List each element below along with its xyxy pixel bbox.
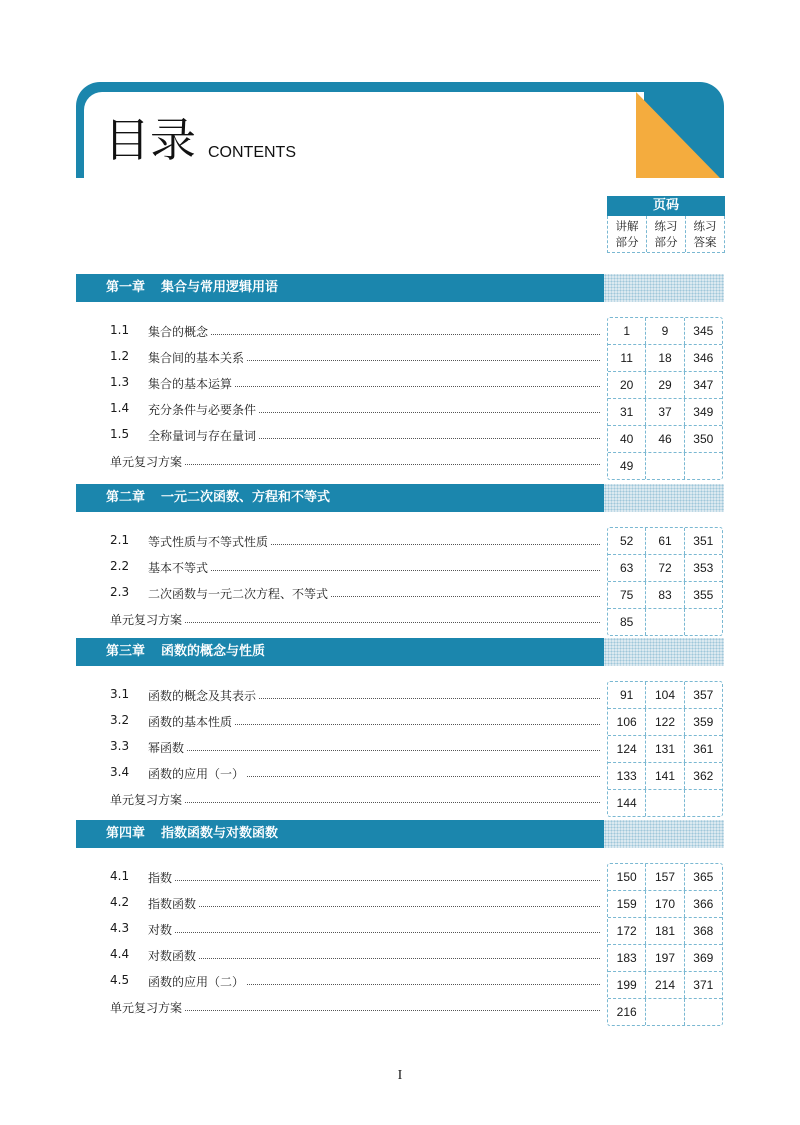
lecture-page: 85 <box>608 609 646 635</box>
exercise-page: 122 <box>646 709 684 735</box>
exercise-page: 141 <box>646 763 684 789</box>
page-number-row <box>608 555 722 582</box>
toc-entry[interactable] <box>110 967 606 993</box>
lecture-page: 1 <box>608 318 646 344</box>
lecture-page: 159 <box>608 891 646 917</box>
chapter-pattern <box>604 484 724 512</box>
section-title: 函数的应用（二） <box>148 975 245 989</box>
section-title: 充分条件与必要条件 <box>148 403 257 417</box>
page-number-grid <box>607 863 723 1026</box>
dot-leader <box>158 932 600 933</box>
lecture-page: 40 <box>608 426 646 452</box>
page-number-row <box>608 918 722 945</box>
chapter-number: 第四章 <box>106 826 146 841</box>
lecture-page: 49 <box>608 453 646 479</box>
legend-col-lecture: 讲解 部分 <box>608 216 647 252</box>
answer-page <box>685 453 722 479</box>
section-title: 单元复习方案 <box>110 1001 183 1015</box>
section-number: 1.2 <box>110 349 130 363</box>
chapter-header <box>76 484 724 512</box>
legend-title: 页码 <box>607 196 725 216</box>
answer-page: 351 <box>693 534 714 548</box>
section-title: 函数的概念及其表示 <box>148 689 257 703</box>
toc-entry[interactable] <box>110 447 606 473</box>
section-title: 指数函数 <box>148 897 197 911</box>
answer-page: 347 <box>693 378 714 392</box>
exercise-page <box>646 999 684 1025</box>
answer-page: 369 <box>693 951 714 965</box>
toc-entry[interactable] <box>110 579 606 605</box>
exercise-page: 29 <box>646 372 684 398</box>
section-title: 基本不等式 <box>148 561 209 575</box>
answer-page: 357 <box>693 688 714 702</box>
section-title: 二次函数与一元二次方程、不等式 <box>148 587 329 601</box>
answer-page: 365 <box>693 870 714 884</box>
exercise-page <box>646 790 684 816</box>
legend-col-exercise: 练习 部分 <box>647 216 686 252</box>
toc-entry[interactable] <box>110 527 606 553</box>
section-number: 3.4 <box>110 765 130 779</box>
toc-entry[interactable] <box>110 733 606 759</box>
page-number-row <box>608 864 722 891</box>
lecture-page: 172 <box>608 918 646 944</box>
page-number-row <box>608 763 722 790</box>
section-number: 2.2 <box>110 559 130 573</box>
answer-page <box>685 999 722 1025</box>
page-title: 目录 <box>104 113 196 167</box>
toc-entry[interactable] <box>110 863 606 889</box>
exercise-page: 61 <box>646 528 684 554</box>
dot-leader <box>158 802 600 803</box>
chapter-pattern <box>604 820 724 848</box>
lecture-page: 63 <box>608 555 646 581</box>
chapter-number: 第一章 <box>106 280 146 295</box>
lecture-page: 199 <box>608 972 646 998</box>
page-number-row <box>608 709 722 736</box>
section-title: 幂函数 <box>148 741 185 755</box>
lecture-page: 91 <box>608 682 646 708</box>
lecture-page: 20 <box>608 372 646 398</box>
page-number-row <box>608 318 722 345</box>
answer-page: 371 <box>693 978 714 992</box>
section-number: 2.3 <box>110 585 130 599</box>
page-number-row <box>608 345 722 372</box>
answer-page <box>685 609 722 635</box>
toc-entry[interactable] <box>110 993 606 1019</box>
exercise-page: 197 <box>646 945 684 971</box>
section-title: 指数 <box>148 871 173 885</box>
chapter-pattern <box>604 638 724 666</box>
toc-entry[interactable] <box>110 915 606 941</box>
page-number-grid <box>607 681 723 817</box>
dot-leader <box>158 1010 600 1011</box>
page-number-row <box>608 453 722 479</box>
dot-leader <box>158 958 600 959</box>
lecture-page: 52 <box>608 528 646 554</box>
chapter-title: 函数的概念与性质 <box>161 644 266 659</box>
answer-page <box>685 790 722 816</box>
answer-page: 350 <box>693 432 714 446</box>
section-title: 单元复习方案 <box>110 455 183 469</box>
section-number: 4.4 <box>110 947 130 961</box>
toc-entry[interactable] <box>110 369 606 395</box>
chapter-title: 集合与常用逻辑用语 <box>161 280 279 295</box>
chapter-header <box>76 638 724 666</box>
page-number-row <box>608 582 722 609</box>
page-number-legend <box>607 196 725 253</box>
page-number-grid <box>607 317 723 480</box>
toc-entry[interactable] <box>110 395 606 421</box>
exercise-page: 72 <box>646 555 684 581</box>
dot-leader <box>158 750 600 751</box>
page-number-row <box>608 528 722 555</box>
page-number-grid <box>607 527 723 636</box>
section-title: 函数的应用（一） <box>148 767 245 781</box>
page-number: I <box>397 1068 403 1083</box>
toc-entry[interactable] <box>110 317 606 343</box>
lecture-page: 183 <box>608 945 646 971</box>
page-number-row <box>608 999 722 1025</box>
section-title: 函数的基本性质 <box>148 715 233 729</box>
page-number-row <box>608 372 722 399</box>
chapter-number: 第二章 <box>106 490 146 505</box>
toc-entry[interactable] <box>110 889 606 915</box>
section-title: 对数 <box>148 923 173 937</box>
toc-entry[interactable] <box>110 941 606 967</box>
dot-leader <box>158 906 600 907</box>
toc-entry[interactable] <box>110 681 606 707</box>
page-number-row <box>608 682 722 709</box>
answer-page: 355 <box>693 588 714 602</box>
section-title: 集合的基本运算 <box>148 377 233 391</box>
answer-page: 349 <box>693 405 714 419</box>
answer-page: 359 <box>693 715 714 729</box>
chapter-pattern <box>604 274 724 302</box>
exercise-page: 157 <box>646 864 684 890</box>
dot-leader <box>158 622 600 623</box>
section-title: 单元复习方案 <box>110 793 183 807</box>
section-number: 4.3 <box>110 921 130 935</box>
page-number-row <box>608 891 722 918</box>
page-number-row <box>608 945 722 972</box>
section-number: 3.2 <box>110 713 130 727</box>
page-number-row <box>608 609 722 635</box>
section-number: 2.1 <box>110 533 130 547</box>
exercise-page: 104 <box>646 682 684 708</box>
toc-entry[interactable] <box>110 785 606 811</box>
exercise-page: 181 <box>646 918 684 944</box>
toc-entry[interactable] <box>110 553 606 579</box>
section-title: 全称量词与存在量词 <box>148 429 257 443</box>
chapter-title: 指数函数与对数函数 <box>161 826 279 841</box>
exercise-page: 214 <box>646 972 684 998</box>
section-number: 4.1 <box>110 869 130 883</box>
section-title: 集合间的基本关系 <box>148 351 245 365</box>
answer-page: 368 <box>693 924 714 938</box>
lecture-page: 124 <box>608 736 646 762</box>
exercise-page <box>646 453 684 479</box>
dot-leader <box>158 464 600 465</box>
dot-leader <box>158 880 600 881</box>
lecture-page: 133 <box>608 763 646 789</box>
toc-entry[interactable] <box>110 707 606 733</box>
chapter-header <box>76 820 724 848</box>
exercise-page: 18 <box>646 345 684 371</box>
section-number: 4.5 <box>110 973 130 987</box>
toc-entry[interactable] <box>110 605 606 631</box>
dot-leader <box>158 570 600 571</box>
answer-page: 353 <box>693 561 714 575</box>
page-number-row <box>608 426 722 453</box>
exercise-page <box>646 609 684 635</box>
page-subtitle: CONTENTS <box>208 144 296 161</box>
chapter-title: 一元二次函数、方程和不等式 <box>161 490 331 505</box>
exercise-page: 83 <box>646 582 684 608</box>
answer-page: 362 <box>693 769 714 783</box>
chapter-header <box>76 274 724 302</box>
lecture-page: 31 <box>608 399 646 425</box>
page-number-row <box>608 790 722 816</box>
section-title: 单元复习方案 <box>110 613 183 627</box>
lecture-page: 150 <box>608 864 646 890</box>
section-title: 集合的概念 <box>148 325 209 339</box>
dot-leader <box>158 334 600 335</box>
section-number: 3.1 <box>110 687 130 701</box>
lecture-page: 11 <box>608 345 646 371</box>
legend-col-answers: 练习 答案 <box>693 219 717 249</box>
toc-entry[interactable] <box>110 421 606 447</box>
chapter-number: 第三章 <box>106 644 146 659</box>
toc-entry[interactable] <box>110 759 606 785</box>
answer-page: 366 <box>693 897 714 911</box>
section-number: 1.5 <box>110 427 130 441</box>
section-number: 1.1 <box>110 323 130 337</box>
section-number: 4.2 <box>110 895 130 909</box>
lecture-page: 75 <box>608 582 646 608</box>
section-title: 对数函数 <box>148 949 197 963</box>
page-number-row <box>608 972 722 999</box>
page-number-row <box>608 736 722 763</box>
page-number-row <box>608 399 722 426</box>
answer-page: 361 <box>693 742 714 756</box>
answer-page: 346 <box>693 351 714 365</box>
lecture-page: 144 <box>608 790 646 816</box>
exercise-page: 170 <box>646 891 684 917</box>
answer-page: 345 <box>693 324 714 338</box>
exercise-page: 131 <box>646 736 684 762</box>
section-number: 1.3 <box>110 375 130 389</box>
lecture-page: 106 <box>608 709 646 735</box>
exercise-page: 46 <box>646 426 684 452</box>
section-number: 3.3 <box>110 739 130 753</box>
exercise-page: 9 <box>646 318 684 344</box>
exercise-page: 37 <box>646 399 684 425</box>
lecture-page: 216 <box>608 999 646 1025</box>
section-title: 等式性质与不等式性质 <box>148 535 269 549</box>
toc-entry[interactable] <box>110 343 606 369</box>
section-number: 1.4 <box>110 401 130 415</box>
